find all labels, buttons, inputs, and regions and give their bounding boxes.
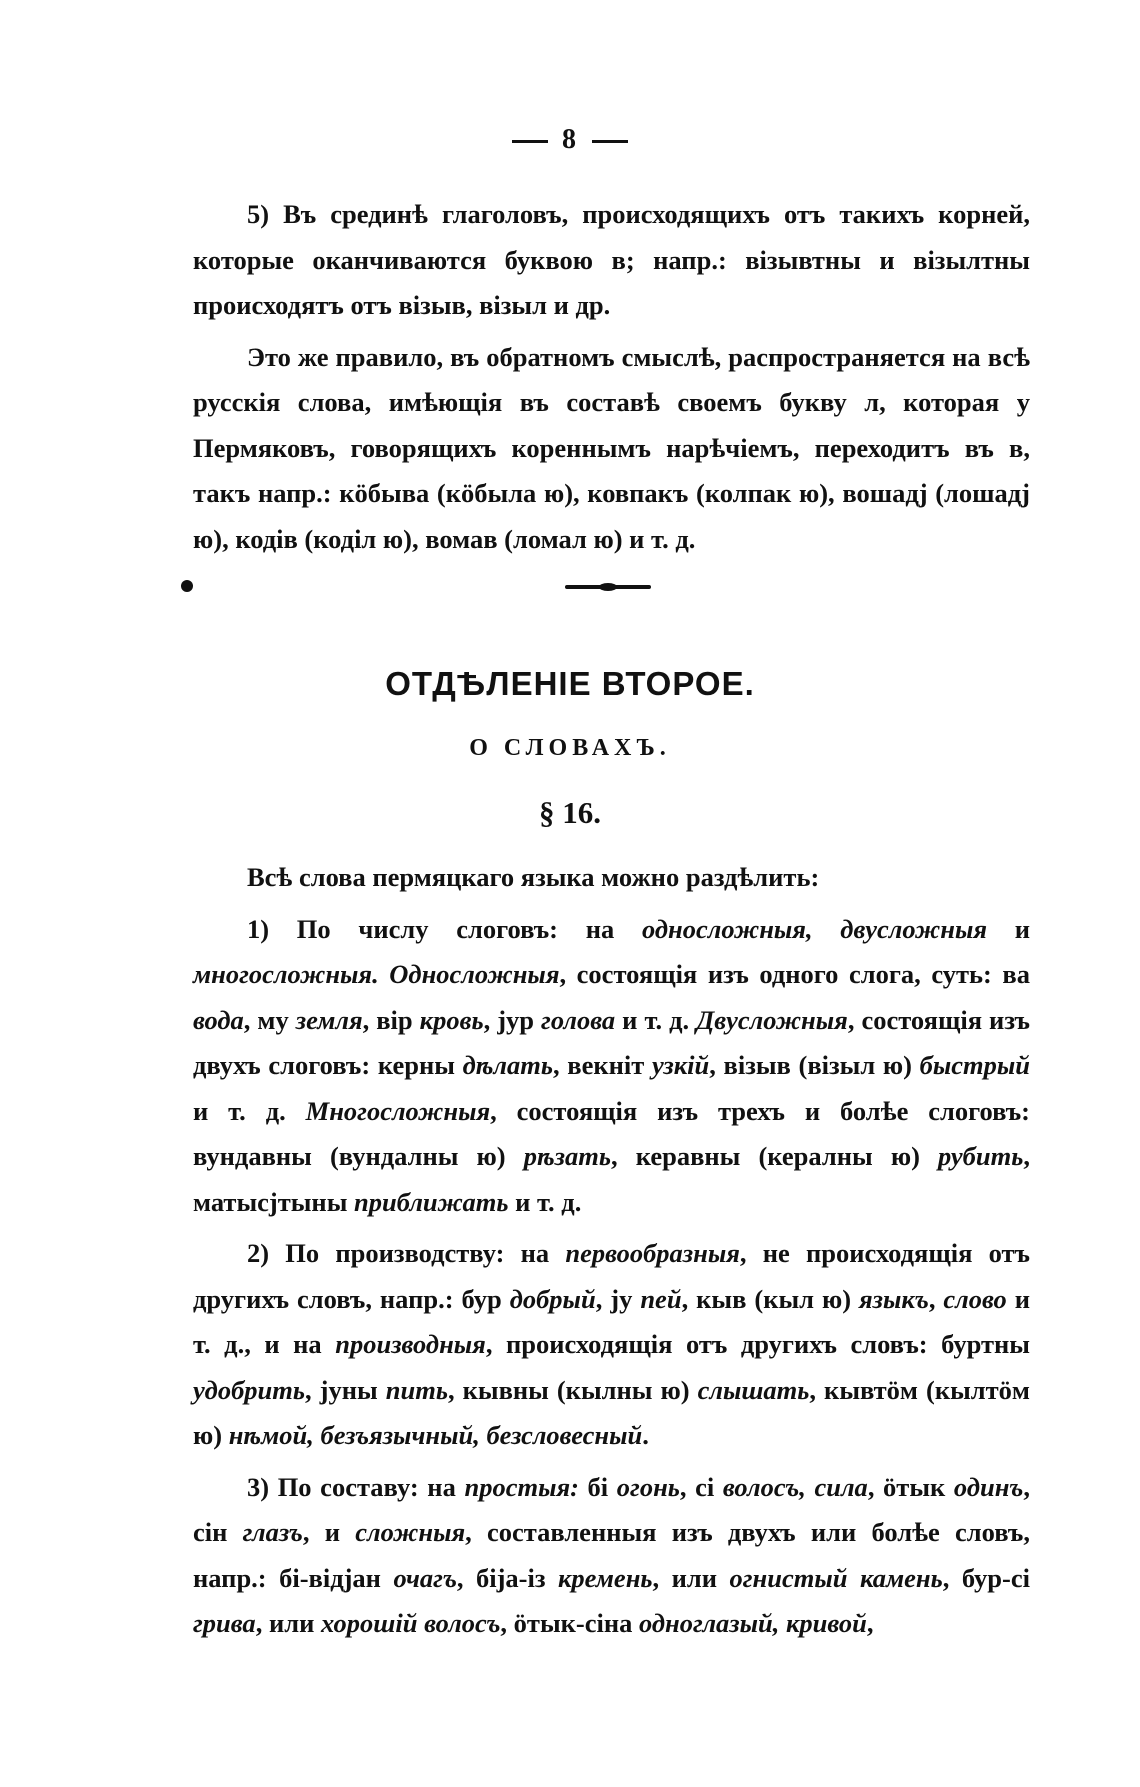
- italic-term: вода: [193, 1004, 244, 1035]
- italic-term: хорошій волосъ: [320, 1608, 501, 1638]
- italic-term: рѣзать: [523, 1141, 611, 1171]
- italic-term: приближать: [354, 1186, 509, 1217]
- top-text-block: [193, 192, 1030, 562]
- text-run: ,: [866, 1608, 874, 1638]
- text-run: 1) По числу слоговъ: на: [247, 913, 642, 944]
- italic-term: производныя: [335, 1329, 486, 1359]
- text-run: , бур-сі: [942, 1562, 1030, 1593]
- italic-term: кровь: [419, 1004, 484, 1035]
- italic-term: добрый: [509, 1283, 596, 1314]
- text-run: и т. д.: [193, 1095, 306, 1126]
- italic-term: волосъ, сила: [722, 1471, 868, 1502]
- text-run: , му: [243, 1004, 296, 1035]
- text-run: , матысјтыны: [193, 1141, 1030, 1217]
- text-run: ,: [928, 1283, 944, 1314]
- text-run: , сін: [193, 1471, 1031, 1547]
- section-title: ОТДѢЛЕНІЕ ВТОРОЕ.: [385, 665, 755, 702]
- text-run: .: [642, 1420, 649, 1450]
- text-run: , не происходящія отъ другихъ словъ, напр.: бур: [193, 1238, 1030, 1314]
- text-run: , кыв (кыл ю): [681, 1283, 860, 1314]
- intro-paragraph: Всѣ слова пермяцкаго языка можно раздѣлить:: [247, 862, 820, 892]
- italic-term: грива: [193, 1608, 256, 1638]
- italic-term: пить: [385, 1374, 448, 1405]
- text-run: 3) По составу: на: [247, 1471, 465, 1502]
- text-run: , составленныя изъ двухъ или болѣе словъ, напр.: бі-відјан: [193, 1517, 1030, 1593]
- section-divider-ornament: [565, 585, 651, 589]
- text-run: , јур: [483, 1004, 542, 1035]
- text-run: , кывны (кылны ю): [447, 1374, 698, 1405]
- italic-term: одноглазый, кривой: [639, 1608, 867, 1638]
- italic-term: одинъ: [953, 1471, 1024, 1502]
- italic-term: слышать: [697, 1374, 810, 1405]
- italic-term: Многосложныя: [305, 1095, 491, 1126]
- page-number-left-dash: [512, 140, 548, 143]
- italic-term: огнистый камень: [729, 1562, 943, 1593]
- italic-term: глазъ: [242, 1517, 303, 1547]
- text-run: и т. д.: [615, 1004, 697, 1035]
- italic-term: удобрить: [193, 1374, 306, 1405]
- text-run: , кывтöм (кылтöм ю): [193, 1374, 1030, 1450]
- text-run: , ју: [595, 1283, 641, 1314]
- text-run: , состоящія изъ одного слога, суть: ва: [559, 959, 1030, 989]
- text-run: , öтык-сіна: [500, 1608, 639, 1638]
- italic-term: нѣмой, безъязычный, безсловесный: [228, 1420, 643, 1450]
- italic-term: кремень: [558, 1562, 653, 1593]
- text-run: , или: [652, 1562, 730, 1593]
- italic-term: голова: [541, 1004, 616, 1035]
- italic-term: быстрый: [919, 1050, 1030, 1080]
- text-run: и т. д., и на: [193, 1283, 1030, 1359]
- page-number-right-dash: [592, 140, 628, 143]
- text-run: , происходящія отъ другихъ словъ: буртны: [485, 1329, 1030, 1359]
- page-number-value: 8: [562, 124, 578, 155]
- list-item-derivation: [193, 1231, 1030, 1459]
- italic-term: Двусложныя: [696, 1004, 848, 1035]
- italic-term: дѣлать: [462, 1050, 553, 1080]
- text-run: , јуны: [305, 1374, 386, 1405]
- italic-term: сложныя: [355, 1517, 466, 1547]
- italic-term: земля: [295, 1004, 363, 1035]
- italic-term: рубить: [938, 1141, 1024, 1171]
- text-run: 2) По производству: на: [247, 1238, 566, 1268]
- text-run: и т. д.: [508, 1186, 582, 1217]
- paragraph-reverse-rule: Это же правило, въ обратномъ смыслѣ, распространяется на всѣ русскія слова, имѣющія въ составѣ своемъ букву л, которая у Пермяковъ, говорящихъ кореннымъ нарѣчіемъ, переходитъ въ в, такъ напр.: кöбыва (кöбыла ю), ковпакъ (колпак ю), вошадј (лошадј ю), кодів (коділ ю), вомав (ломал ю) и т. д.: [193, 341, 1030, 554]
- text-run: , візыв (візыл ю): [709, 1050, 920, 1080]
- section-paragraph-number: § 16.: [539, 795, 601, 830]
- italic-term: очагъ: [393, 1562, 457, 1593]
- text-run: , векніт: [552, 1050, 652, 1080]
- ink-dot-mark: [181, 580, 193, 592]
- italic-term: многосложныя. Односложныя: [193, 959, 560, 989]
- italic-term: первообразныя: [565, 1238, 740, 1268]
- text-run: , сі: [679, 1471, 723, 1502]
- italic-term: огонь: [616, 1471, 680, 1502]
- text-run: и: [986, 913, 1030, 944]
- text-run: бі: [578, 1471, 617, 1502]
- text-run: , или: [255, 1608, 321, 1638]
- bottom-text-block: [193, 855, 1030, 1647]
- text-run: , керавны (кералны ю): [610, 1141, 939, 1171]
- page-number: [0, 124, 1140, 156]
- list-item-composition: [193, 1465, 1030, 1647]
- list-item-syllables: [193, 907, 1030, 1226]
- text-run: , вір: [362, 1004, 420, 1035]
- section-subtitle: О СЛОВАХЪ.: [469, 735, 671, 761]
- italic-term: пей: [640, 1283, 682, 1314]
- text-run: , біја-із: [456, 1562, 558, 1593]
- text-run: , öтык: [867, 1471, 954, 1502]
- italic-term: узкій: [651, 1050, 710, 1080]
- paragraph-rule-5: 5) Въ срединѣ глаголовъ, происходящихъ отъ такихъ корней, которые оканчиваются буквою в; напр.: візывтны и візылтны происходятъ отъ візыв, візыл и др.: [193, 199, 1030, 320]
- italic-term: слово: [943, 1283, 1007, 1314]
- text-run: , и: [302, 1517, 356, 1547]
- italic-term: односложныя, двусложныя: [642, 913, 987, 944]
- text-run: , состоящія изъ двухъ слоговъ: керны: [193, 1004, 1030, 1080]
- italic-term: простыя:: [464, 1471, 579, 1502]
- italic-term: языкъ: [859, 1283, 929, 1314]
- text-run: , состоящія изъ трехъ и болѣе слоговъ: вундавны (вундалны ю): [193, 1095, 1031, 1171]
